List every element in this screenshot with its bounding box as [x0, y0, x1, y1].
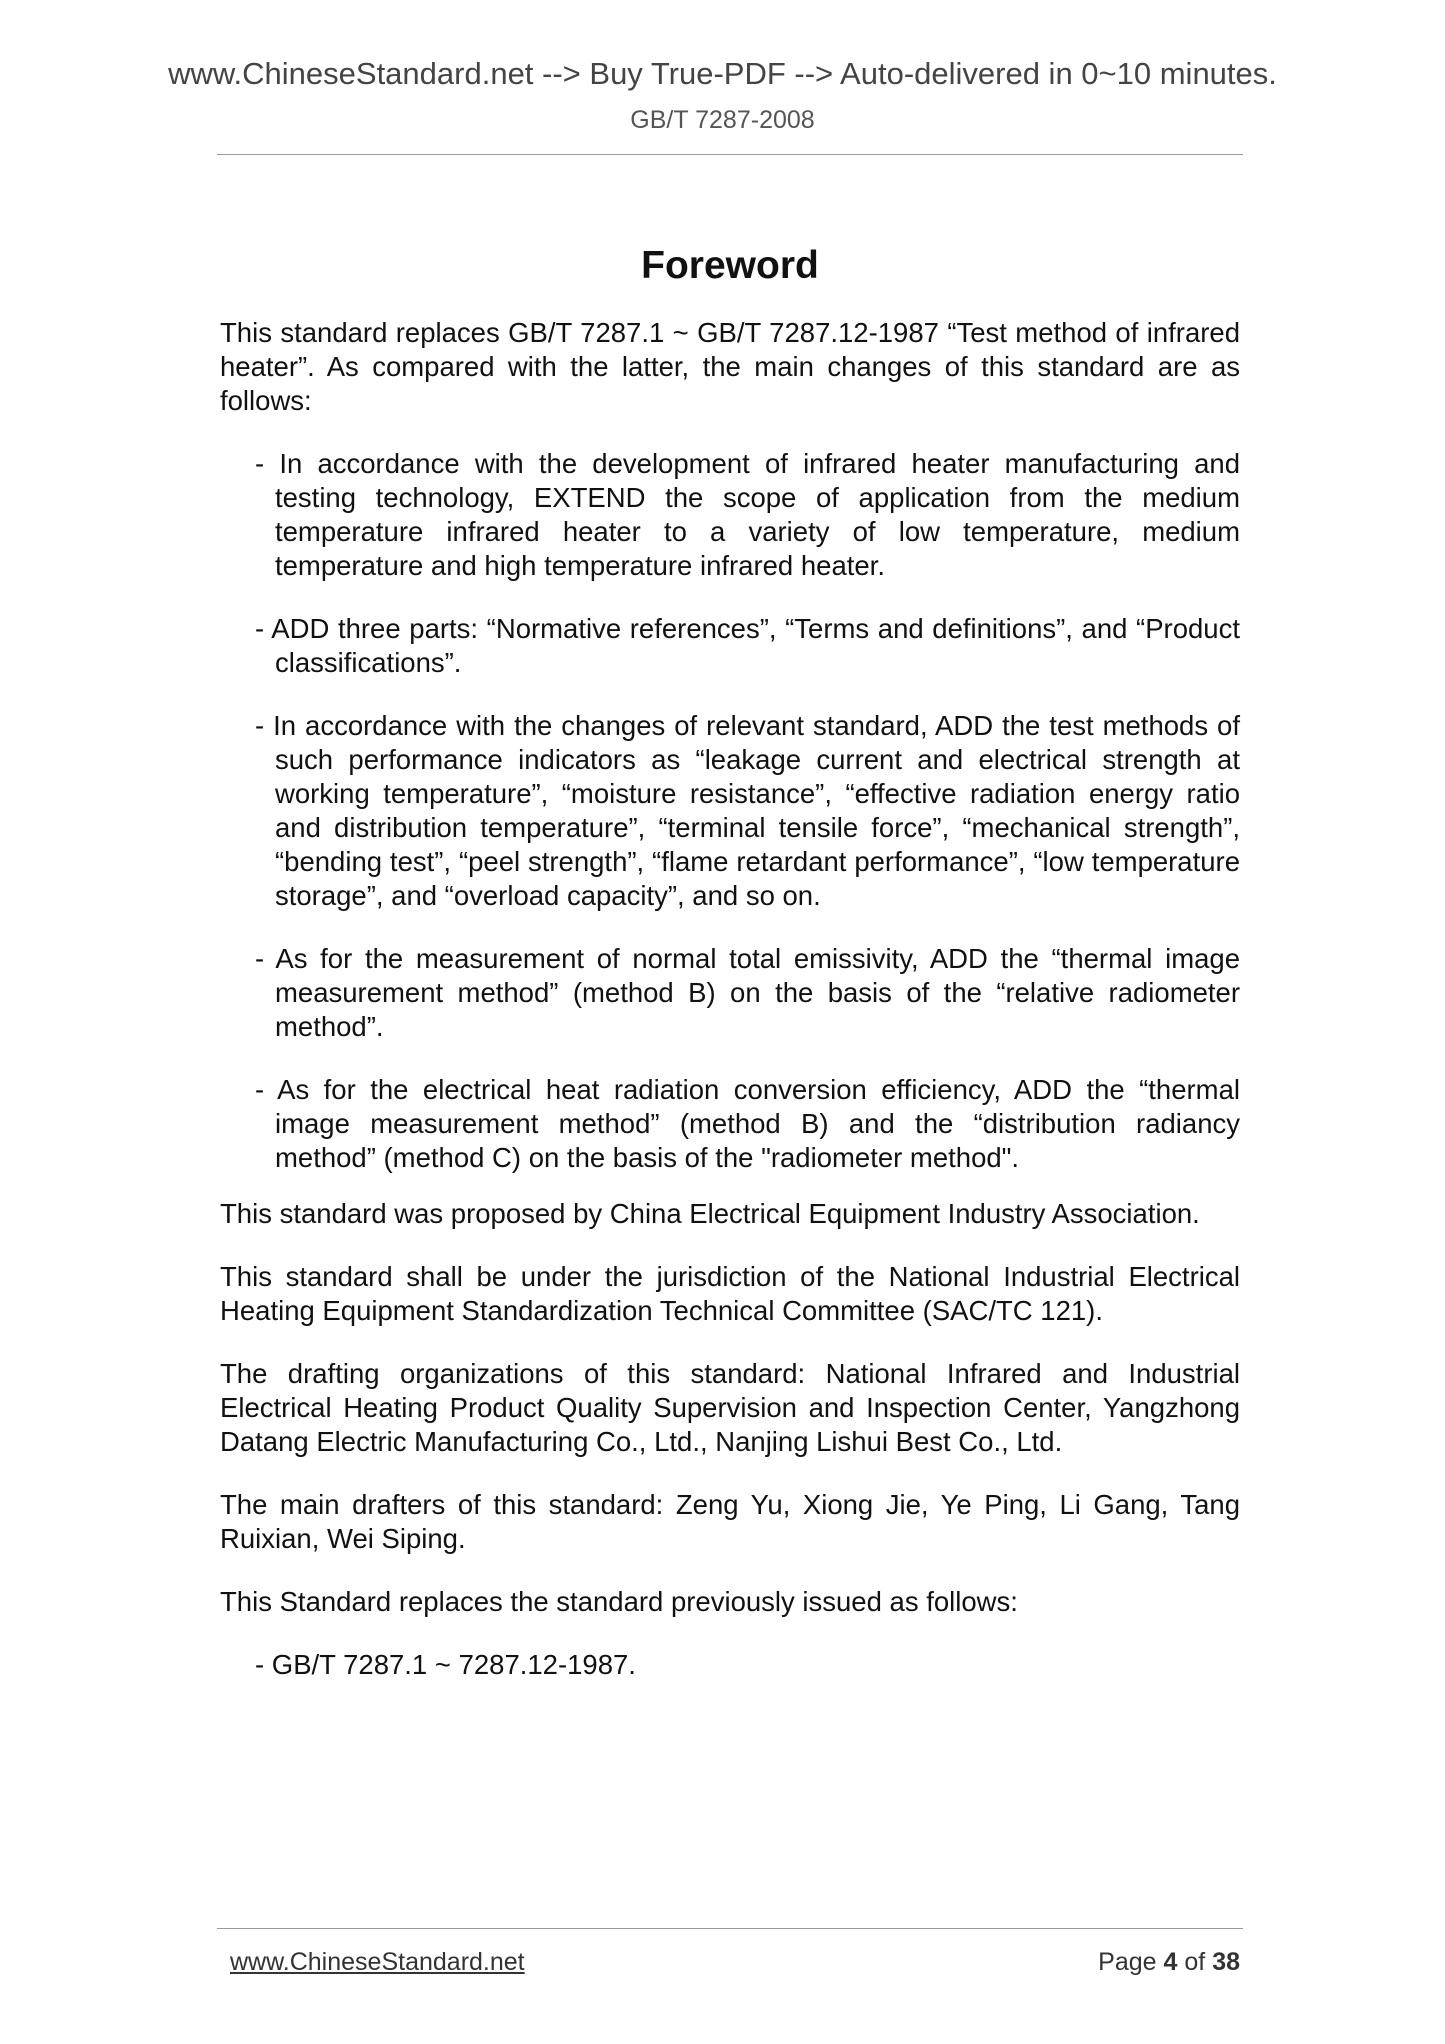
replaced-list — [220, 1648, 1240, 1682]
page-number — [1098, 1950, 1240, 1975]
changes-list — [220, 447, 1240, 1175]
document-body — [220, 316, 1240, 1682]
header-banner: www.ChineseStandard.net --> Buy True-PDF --> Auto-delivered in 0~10 minutes. — [168, 56, 1277, 91]
list-item: - ADD three parts: “Normative references”, “Terms and definitions”, and “Product classifications”. — [255, 613, 1240, 678]
proposed-by-paragraph: This standard was proposed by China Electrical Equipment Industry Association. — [220, 1198, 1200, 1229]
document-id: GB/T 7287-2008 — [630, 106, 815, 134]
page-word: Page — [1098, 1948, 1157, 1976]
footer-website-link[interactable]: www.ChineseStandard.net — [230, 1948, 525, 1976]
list-item: - In accordance with the development of infrared heater manufacturing and testing technology, EXTEND the scope of application from the medium temperature infrared heater to a variety of low temperature, medium temperature and high temperature infrared heater. — [255, 448, 1240, 581]
page-total: 38 — [1212, 1948, 1240, 1976]
drafters-paragraph: The main drafters of this standard: Zeng Yu, Xiong Jie, Ye Ping, Li Gang, Tang Ruixian, Wei Siping. — [220, 1489, 1240, 1554]
page-title: Foreword — [641, 244, 819, 287]
footer-divider — [217, 1928, 1243, 1929]
drafting-organizations-paragraph: The drafting organizations of this standard: National Infrared and Industrial Electrical Heating Product Quality Supervision and Inspection Center, Yangzhong Datang Electric Manufacturing Co., Ltd., Nanjing Lishui Best Co., Ltd. — [220, 1358, 1240, 1457]
header-divider — [217, 154, 1243, 155]
list-item: - As for the measurement of normal total emissivity, ADD the “thermal image measurement method” (method B) on the basis of the “relative radiometer method”. — [255, 943, 1240, 1042]
list-item: - As for the electrical heat radiation conversion efficiency, ADD the “thermal image measurement method” (method B) and the “distribution radiancy method” (method C) on the basis of the "radiometer method". — [255, 1074, 1240, 1173]
replaces-paragraph: This Standard replaces the standard previously issued as follows: — [220, 1586, 1018, 1617]
page-of: of — [1184, 1948, 1206, 1976]
intro-paragraph: This standard replaces GB/T 7287.1 ~ GB/T 7287.12-1987 “Test method of infrared heater”. As compared with the latter, the main changes of this standard are as follows: — [220, 317, 1240, 416]
jurisdiction-paragraph: This standard shall be under the jurisdiction of the National Industrial Electrical Heating Equipment Standardization Technical Committee (SAC/TC 121). — [220, 1261, 1240, 1326]
page-current: 4 — [1163, 1948, 1178, 1976]
list-item: - GB/T 7287.1 ~ 7287.12-1987. — [255, 1649, 636, 1680]
list-item: - In accordance with the changes of relevant standard, ADD the test methods of such performance indicators as “leakage current and electrical strength at working temperature”, “moisture resistance”, “effective radiation energy ratio and distribution temperature”, “terminal tensile force”, “mechanical strength”, “bending test”, “peel strength”, “flame retardant performance”, “low temperature storage”, and “overload capacity”, and so on. — [255, 710, 1240, 911]
